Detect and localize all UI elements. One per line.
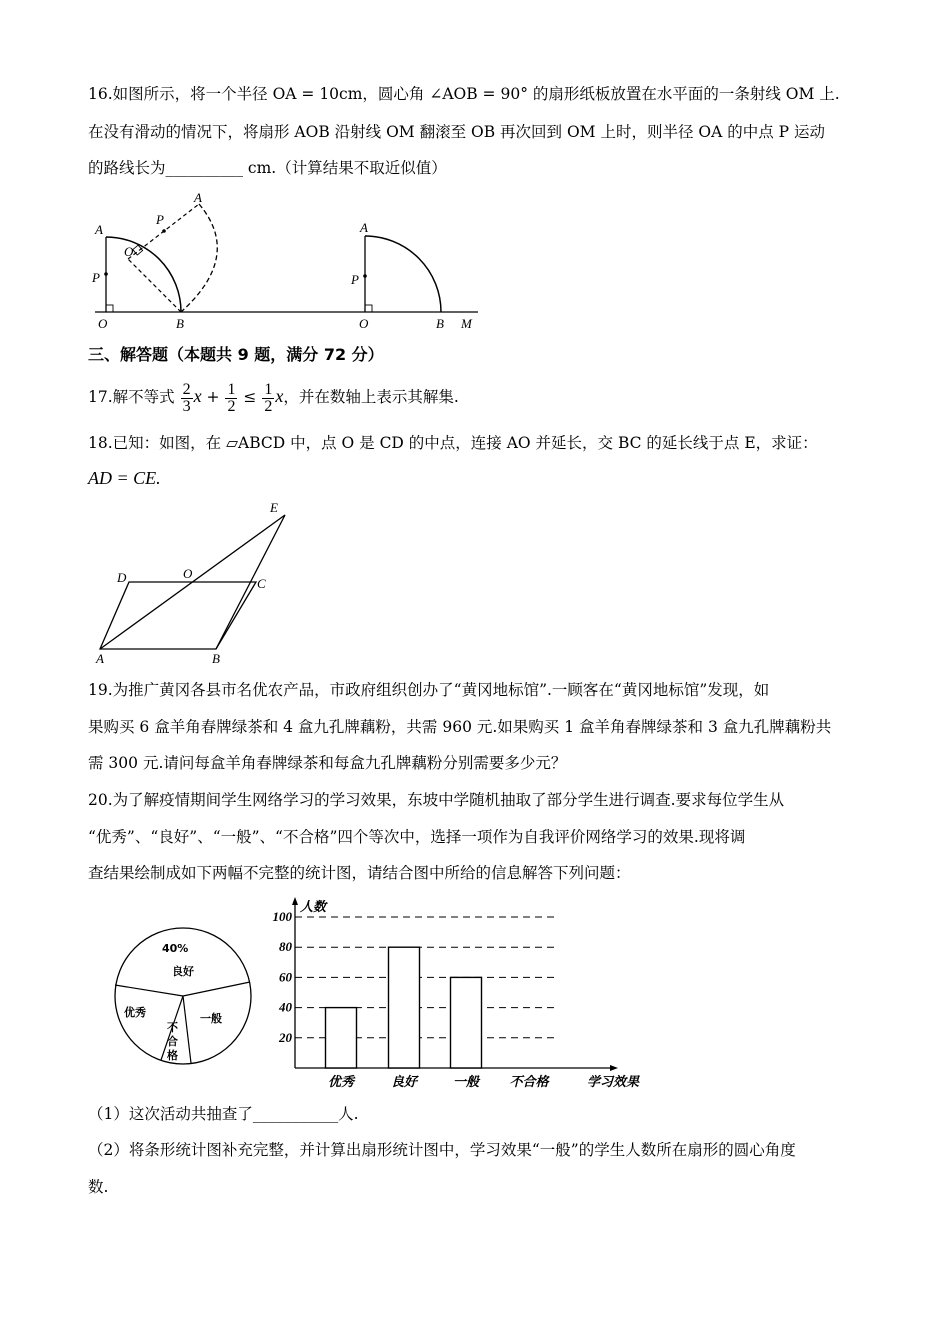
q17-x2: x — [275, 386, 284, 406]
q18-figure — [88, 498, 308, 668]
q17-x1: x — [193, 386, 202, 406]
label-P-right: P — [351, 272, 359, 287]
q20-sub2a: （2）将条形统计图补充完整，并计算出扇形统计图中，学习效果“一般”的学生人数所在扇形的圆心角度 — [88, 1141, 796, 1159]
q17-prefix: 17.解不等式 — [88, 388, 175, 406]
q18-line1: 18.已知：如图，在 ▱ABCD 中，点 O 是 CD 的中点，连接 AO 并延长，交 BC 的延长线于点 E，求证： — [88, 434, 818, 452]
label-M: M — [461, 316, 472, 331]
y-tick-label: 40 — [279, 999, 292, 1015]
label-P-rolled: P — [156, 212, 164, 227]
pie-label-fail-1: 不 — [167, 1021, 178, 1034]
y-tick-label: 100 — [272, 909, 292, 924]
label-A-right: A — [360, 220, 368, 235]
q18-line2: AD = CE. — [88, 468, 161, 488]
y-axis-title: 人数 — [300, 899, 327, 914]
label-O-rolled: O — [124, 244, 134, 259]
label-B-left: B — [176, 316, 184, 331]
q19-line2: 果购买 6 盒羊角春牌绿茶和 4 盒九孔牌藕粉，共需 960 元.如果购买 1 盒羊角春牌绿茶和 3 盒九孔牌藕粉共 — [88, 718, 832, 736]
q17-frac2: $\frac{1}{2}$ — [227, 380, 236, 415]
bar-一般 — [451, 977, 482, 1068]
label-D: D — [117, 570, 127, 585]
q17-frac1: $\frac{2}{3}$ — [182, 380, 191, 415]
label-E: E — [270, 500, 278, 515]
label-O-left: O — [98, 316, 108, 331]
y-tick-label: 60 — [279, 969, 292, 985]
section3-title: 三、解答题（本题共 9 题，满分 72 分） — [88, 345, 384, 364]
label-B: B — [212, 651, 220, 666]
q20-line2: “优秀”、“良好”、“一般”、“不合格”四个等次中，选择一项作为自我评价网络学习的效果.现将调 — [88, 828, 746, 846]
x-axis-arrow — [610, 1065, 618, 1071]
q16-line2: 在没有滑动的情况下，将扇形 AOB 沿射线 OM 翻滚至 OB 再次回到 OM 上时，则半径 OA 的中点 P 运动 — [88, 123, 826, 141]
x-tick-label: 良好 — [390, 1074, 418, 1089]
label-A-rolled: A — [194, 190, 202, 205]
bar-优秀 — [326, 1008, 357, 1068]
pie-chart — [112, 925, 262, 1075]
x-axis-title: 学习效果 — [587, 1074, 640, 1089]
x-tick-label: 一般 — [452, 1074, 480, 1089]
q20-line1: 20.为了解疫情期间学生网络学习的学习效果，东坡中学随机抽取了部分学生进行调查.要求每位学生从 — [88, 791, 785, 809]
label-O: O — [183, 566, 193, 581]
q17-plus: + — [206, 388, 220, 406]
label-A: A — [96, 651, 104, 666]
x-tick-label: 优秀 — [327, 1074, 355, 1089]
pie-label-fail-2: 合 — [167, 1035, 178, 1048]
bar-chart — [265, 895, 645, 1095]
pie-label-excellent: 优秀 — [124, 1006, 146, 1019]
pie-label-good: 良好 — [172, 965, 194, 978]
q17-leq: ≤ — [243, 388, 257, 406]
q17-suffix: ，并在数轴上表示其解集. — [283, 388, 459, 406]
bar-良好 — [389, 947, 420, 1068]
label-B-right: B — [436, 316, 444, 331]
pie-percent: 40% — [162, 942, 189, 955]
q19-line1: 19.为推广黄冈各县市名优农产品，市政府组织创办了“黄冈地标馆”.一顾客在“黄冈地标馆”发现，如 — [88, 681, 770, 699]
y-tick-label: 20 — [279, 1029, 292, 1045]
x-tick-label: 不合格 — [509, 1074, 549, 1089]
q16-line1: 16.如图所示，将一个半径 OA = 10cm，圆心角 ∠AOB = 90° 的扇形纸板放置在水平面的一条射线 OM 上. — [88, 85, 840, 103]
label-O-right: O — [359, 316, 369, 331]
label-C: C — [257, 576, 266, 591]
q20-sub1: （1）这次活动共抽查了___________人. — [88, 1105, 359, 1123]
label-P-left: P — [92, 270, 100, 285]
y-axis-arrow — [292, 897, 298, 905]
q17-frac3: $\frac{1}{2}$ — [264, 380, 273, 415]
y-tick-label: 80 — [279, 939, 292, 955]
q17-line — [88, 378, 459, 415]
label-A-left: A — [95, 222, 103, 237]
q20-line3: 查结果绘制成如下两幅不完整的统计图，请结合图中所给的信息解答下列问题： — [88, 864, 631, 882]
q16-figure — [88, 186, 488, 336]
q16-line3: 的路线长为__________ cm.（计算结果不取近似值） — [88, 159, 447, 177]
q19-line3: 需 300 元.请问每盒羊角春牌绿茶和每盒九孔牌藕粉分别需要多少元？ — [88, 754, 567, 772]
pie-label-fail-3: 格 — [167, 1049, 178, 1062]
q20-sub2b: 数. — [88, 1178, 109, 1196]
pie-label-average: 一般 — [200, 1012, 222, 1025]
